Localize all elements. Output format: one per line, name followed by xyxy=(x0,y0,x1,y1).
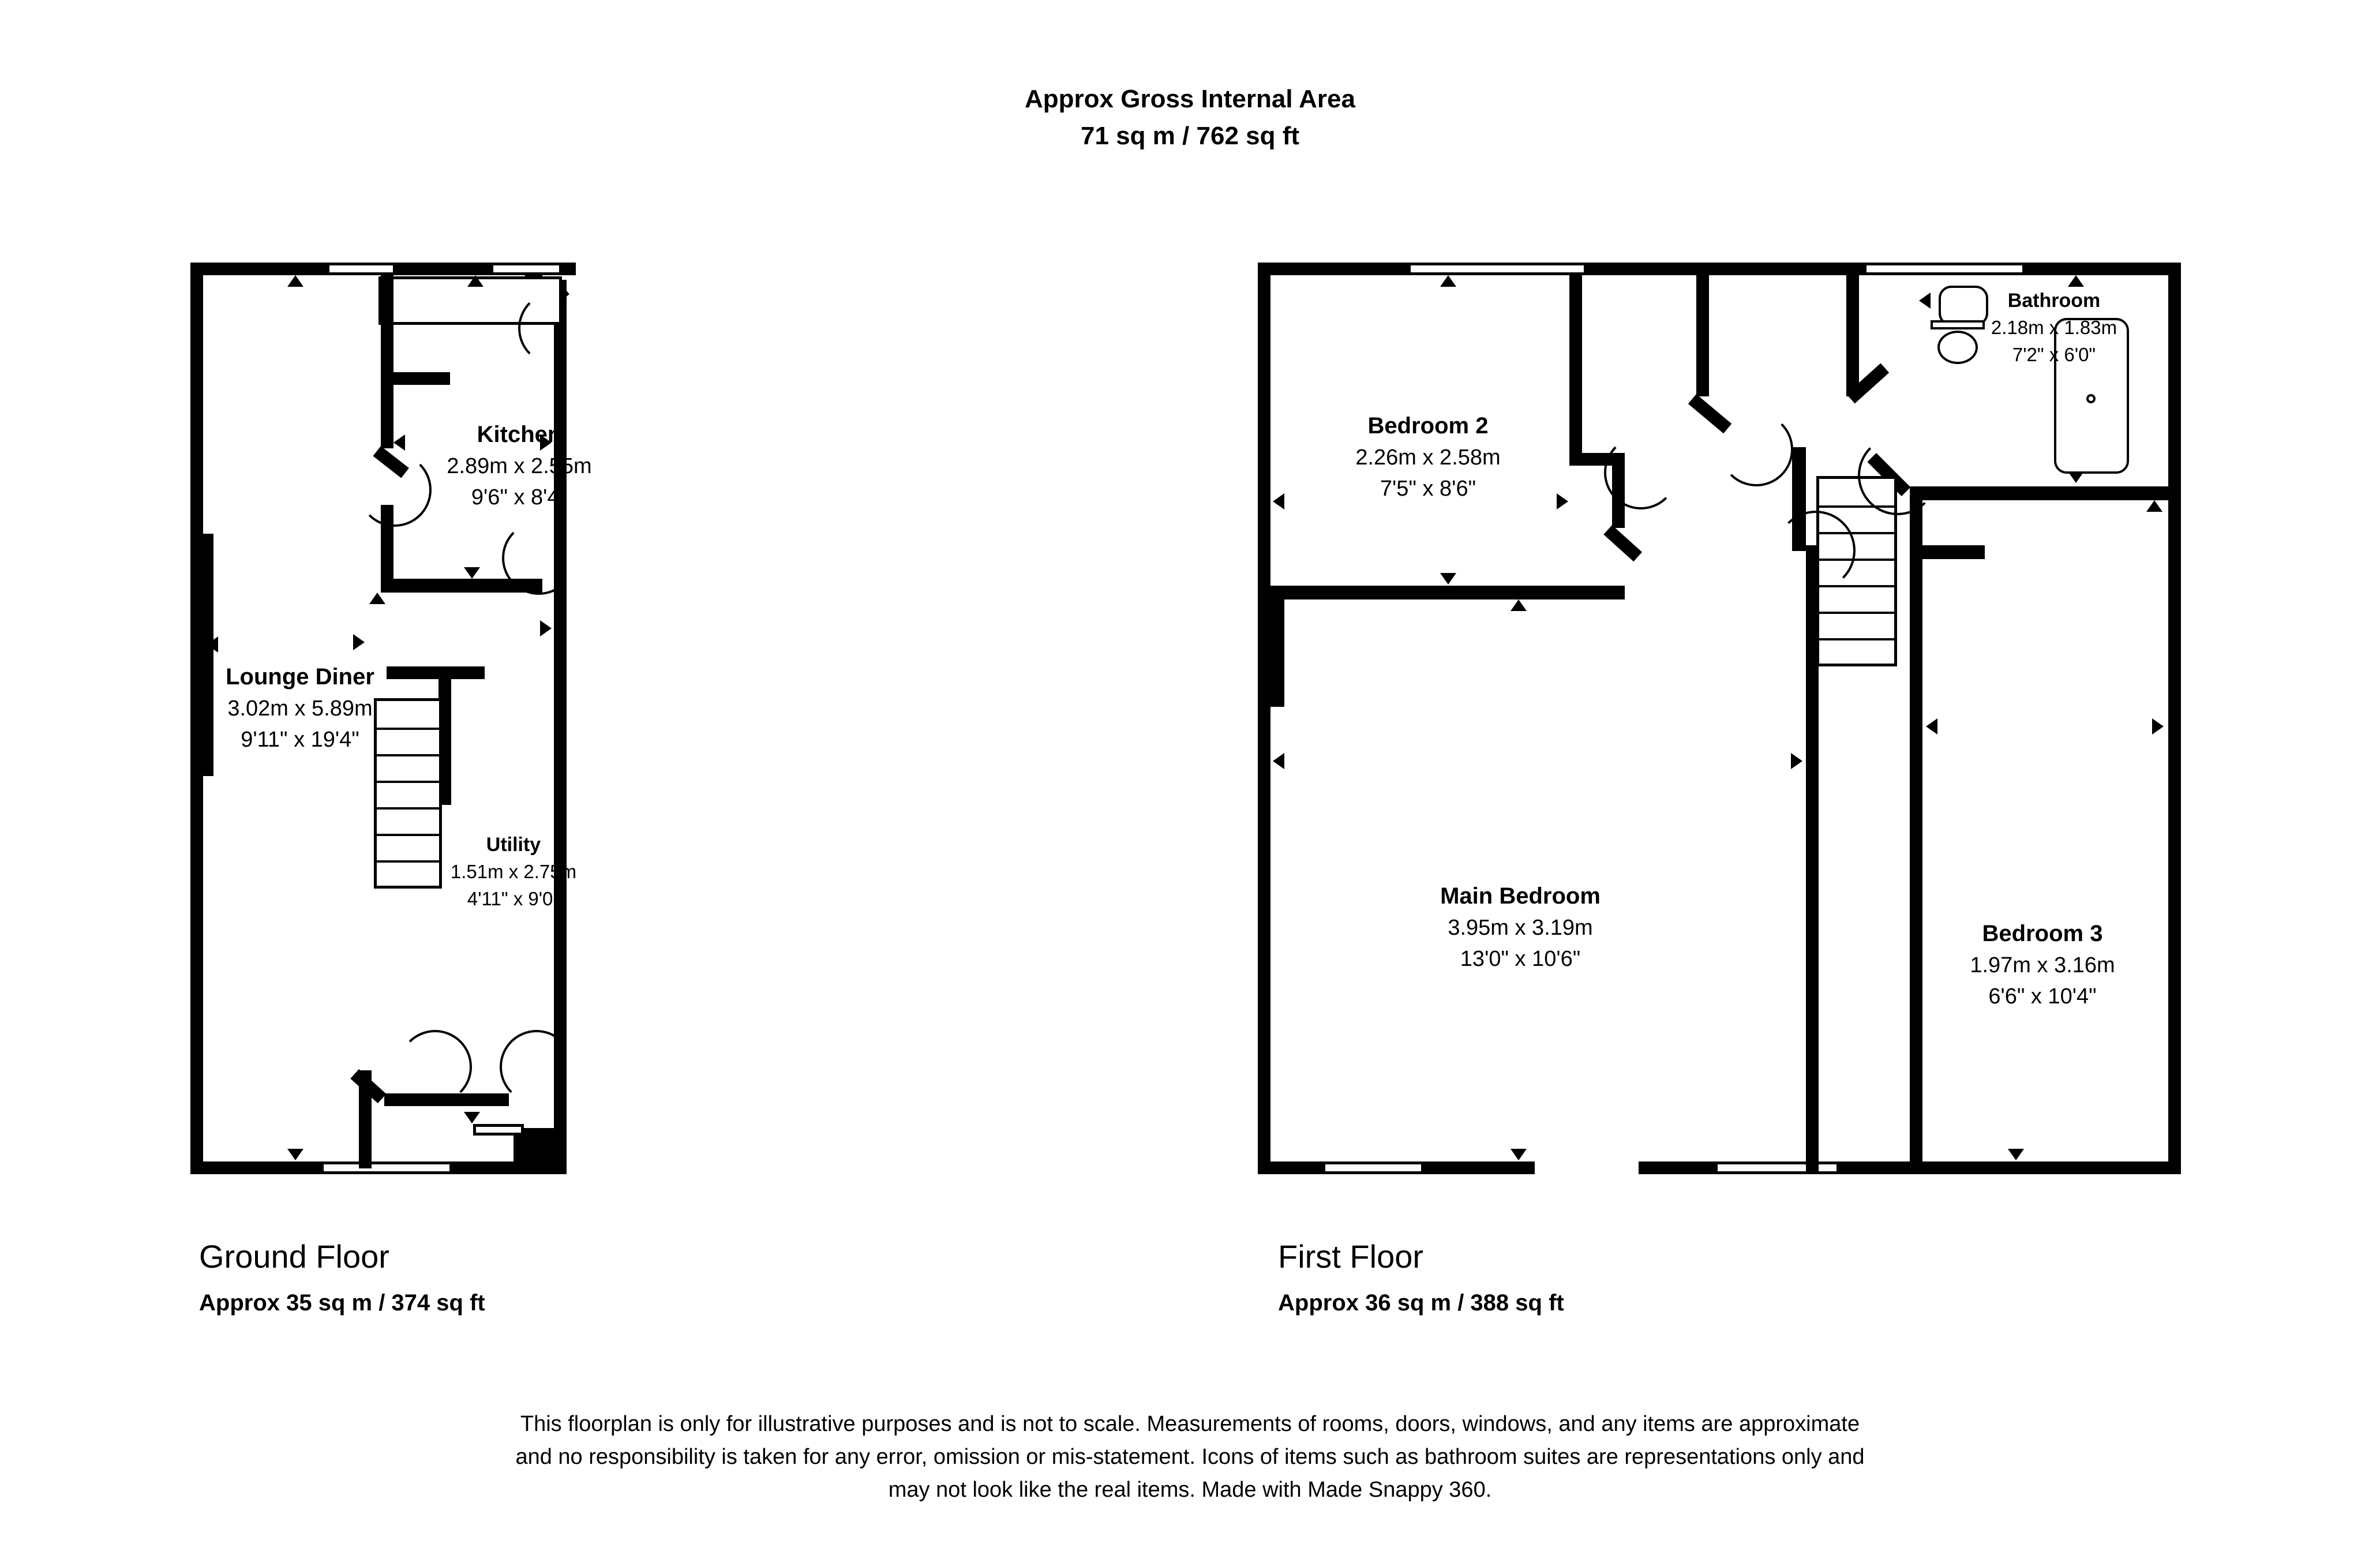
wall-bed2-angle xyxy=(1603,525,1642,561)
room-dim-ft-bedroom-2: 7'5" x 8'6" xyxy=(1380,476,1476,501)
window-utility-bottom xyxy=(473,1124,524,1136)
disclaimer-line-3: may not look like the real items. Made with Made Snappy 360. xyxy=(888,1478,1492,1502)
door-arc-bathroom xyxy=(1858,436,1937,515)
arrow-lounge-bottom xyxy=(287,1149,303,1160)
arrow-bath-top xyxy=(2068,275,2084,287)
wall-landing-top xyxy=(1696,275,1709,396)
wall-bed3-left xyxy=(1910,500,1922,1174)
room-dim-ft-kitchen: 9'6" x 8'4" xyxy=(471,485,568,509)
room-name-utility: Utility xyxy=(486,834,541,856)
wall-kitchen-left-step xyxy=(381,372,450,385)
window-bath-top xyxy=(1864,263,2025,275)
room-dim-ft-main-bedroom: 13'0" x 10'6" xyxy=(1460,946,1581,971)
room-dim-m-bathroom: 2.18m x 1.83m xyxy=(1991,317,2117,339)
window-top-right xyxy=(490,263,562,275)
room-dim-m-utility: 1.51m x 2.75m xyxy=(450,861,577,883)
arrow-bed2-top xyxy=(1440,275,1456,287)
door-arc-landing xyxy=(1719,413,1793,486)
wall-left-f xyxy=(1258,263,1270,1174)
arrow-utility-right xyxy=(540,620,552,636)
room-dim-ft-utility: 4'11" x 9'0" xyxy=(467,888,560,910)
ground-floor-plan xyxy=(190,263,1137,1191)
room-label-main-bedroom xyxy=(1385,880,1656,975)
arrow-bed3-bottom xyxy=(2008,1149,2024,1160)
disclaimer-line-2: and no responsibility is taken for any error, omission or mis-statement. Icons of items such as bathroom suites are representations only and xyxy=(515,1445,1865,1469)
wall-bed3-left-step xyxy=(1910,545,1985,559)
room-dim-ft-lounge-diner: 9'11" x 19'4" xyxy=(241,727,359,752)
window-bed3-bottom xyxy=(1715,1161,1839,1174)
room-label-kitchen xyxy=(398,418,640,514)
bathtub-drain-icon xyxy=(2086,394,2096,403)
wall-top-left xyxy=(190,263,329,275)
arrow-bed3-left xyxy=(1926,718,1937,735)
wall-top-mid-f xyxy=(1581,263,1869,275)
page-title xyxy=(0,81,2380,155)
first-floor-area: Approx 36 sq m / 388 sq ft xyxy=(1278,1290,1564,1316)
wall-top-right xyxy=(560,263,576,275)
ground-floor-area: Approx 35 sq m / 374 sq ft xyxy=(199,1290,485,1316)
wall-kitchen-left-lower xyxy=(381,385,393,448)
room-label-bedroom-2 xyxy=(1292,410,1564,505)
arrow-utility-bottom xyxy=(464,1112,480,1123)
wall-top-right-f xyxy=(2019,263,2181,275)
wall-top-left-f xyxy=(1258,263,1414,275)
door-arc-lounge xyxy=(502,521,576,595)
room-name-kitchen: Kitchen xyxy=(477,422,562,447)
room-dim-m-bedroom-3: 1.97m x 3.16m xyxy=(1970,953,2115,977)
room-dim-m-lounge-diner: 3.02m x 5.89m xyxy=(227,696,373,721)
arrow-bed3-right xyxy=(2152,718,2164,735)
wall-bed2-right xyxy=(1569,275,1582,466)
room-label-bedroom-3 xyxy=(1921,917,2164,1013)
wall-landing-angle-a xyxy=(1688,394,1731,433)
room-name-lounge-diner: Lounge Diner xyxy=(226,664,374,690)
disclaimer xyxy=(0,1408,2380,1507)
window-bottom xyxy=(321,1161,452,1174)
ground-floor-title: Ground Floor xyxy=(199,1238,389,1275)
room-name-bathroom: Bathroom xyxy=(2007,290,2101,312)
gross-area-label: Approx Gross Internal Area xyxy=(1025,85,1355,113)
arrow-main-top xyxy=(1511,599,1527,611)
arrow-hall-right xyxy=(353,634,365,650)
wall-bottom-left-f xyxy=(1258,1161,1327,1174)
door-arc-hall xyxy=(398,1030,472,1104)
room-dim-ft-bathroom: 7'2" x 6'0" xyxy=(2012,344,2096,366)
arrow-main-bottom xyxy=(1511,1149,1527,1160)
window-bed2-top xyxy=(1408,263,1587,275)
door-arc-bed2 xyxy=(1604,436,1678,509)
wall-bottom-right-f xyxy=(1835,1161,2181,1174)
room-name-bedroom-3: Bedroom 3 xyxy=(1982,921,2103,946)
arrow-bed2-bottom xyxy=(1440,573,1456,584)
arrow-kitchen-top xyxy=(287,275,303,287)
gross-area-value: 71 sq m / 762 sq ft xyxy=(1080,121,1300,150)
room-label-lounge-diner xyxy=(179,661,421,756)
first-floor-caption xyxy=(1278,1238,1564,1316)
wall-bath-wall-left xyxy=(1846,275,1859,396)
arrow-bed3-top xyxy=(2146,500,2162,512)
arrow-main-right xyxy=(1791,753,1802,769)
arrow-bath-bottom xyxy=(2068,471,2084,483)
room-name-main-bedroom: Main Bedroom xyxy=(1440,883,1601,909)
room-name-bedroom-2: Bedroom 2 xyxy=(1367,413,1489,439)
wall-kitchen-left-upper xyxy=(381,275,393,385)
door-arc-utility xyxy=(500,1030,574,1104)
wall-bottom-left xyxy=(190,1161,323,1174)
window-main-bottom xyxy=(1322,1161,1424,1174)
ground-floor-caption xyxy=(199,1238,485,1316)
window-top-left xyxy=(327,263,396,275)
room-dim-m-bedroom-2: 2.26m x 2.58m xyxy=(1355,445,1501,470)
wall-utility-bottom-wall xyxy=(451,1093,509,1106)
wall-bed2-bottom xyxy=(1258,586,1625,599)
arrow-kitchen-top-2 xyxy=(467,275,484,287)
first-floor-plan xyxy=(1258,263,2216,1191)
room-label-bathroom xyxy=(1933,287,2175,369)
arrow-bed2-left xyxy=(1273,493,1284,509)
arrow-main-left xyxy=(1273,753,1284,769)
wall-main-left-step xyxy=(1258,586,1284,707)
disclaimer-line-1: This floorplan is only for illustrative purposes and is not to scale. Measurements of rooms, doors, windows, and any items are approximate xyxy=(520,1412,1860,1436)
door-arc-main-bedroom xyxy=(1776,511,1856,590)
arrow-lounge-top xyxy=(369,593,385,604)
wall-bottom-mid-f xyxy=(1419,1161,1535,1174)
room-dim-m-main-bedroom: 3.95m x 3.19m xyxy=(1448,915,1593,940)
wall-right-f xyxy=(2168,263,2181,1174)
wall-bottom-mid2-f xyxy=(1639,1161,1719,1174)
arrow-bath-left xyxy=(1919,293,1931,309)
room-dim-m-kitchen: 2.89m x 2.55m xyxy=(447,454,592,478)
room-label-utility xyxy=(421,831,606,913)
door-arc-front xyxy=(518,291,592,365)
arrow-lounge-left xyxy=(207,636,218,653)
first-floor-title: First Floor xyxy=(1278,1238,1423,1275)
room-dim-ft-bedroom-3: 6'6" x 10'4" xyxy=(1988,984,2097,1009)
wall-bath-bottom xyxy=(1910,486,2181,500)
arrow-kitchen-bottom xyxy=(464,567,480,579)
